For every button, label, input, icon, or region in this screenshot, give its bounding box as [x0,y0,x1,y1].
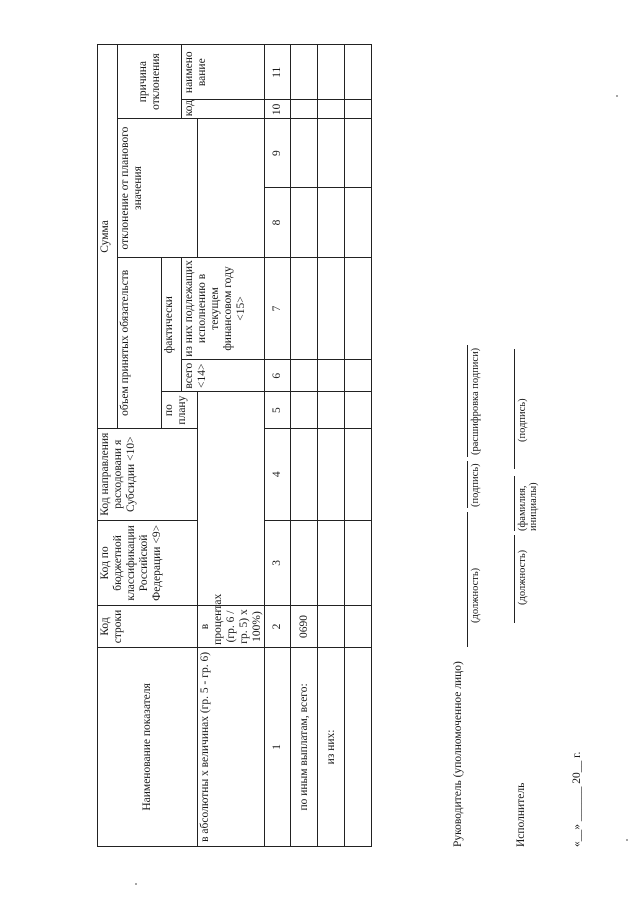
head-position-line [467,512,468,647]
cell [291,188,318,258]
executor-name-caption: (фамилия, инициалы) [517,482,540,531]
column-number-10: 10 [265,100,291,119]
cell [345,360,372,392]
executor-signature-caption: (подпись) [517,398,528,442]
table-row [291,45,318,847]
header-actual: фактически [162,257,182,392]
cell [345,257,372,359]
cell [318,257,345,359]
scan-speck [616,95,618,97]
row-name: по иным выплатам, всего: [291,647,318,846]
header-actual-current-year: из них подлежащих исполнению в текущем финансовом году <15> [182,257,265,359]
header-row-code: Код строки [98,606,198,648]
cell [345,100,372,119]
cell [291,100,318,119]
cell [291,257,318,359]
column-number-9: 9 [265,119,291,188]
header-direction-code: Код направления расходовани я Субсидии <10> [98,428,198,520]
header-by-plan: по плану [162,392,198,428]
header-indicator-name: Наименование показателя [98,647,198,846]
cell [318,119,345,188]
cell [318,428,345,520]
cell [345,647,372,846]
row-code [318,606,345,648]
cell [291,520,318,606]
cell [318,520,345,606]
row-name: из них: [318,647,345,846]
head-signature-line [467,461,468,508]
column-number-7: 7 [265,257,291,359]
header-reason-name: наимено вание [182,45,265,100]
head-label: Руководитель (уполномоченное лицо) [452,661,464,847]
scan-speck [626,839,628,841]
cell [318,45,345,100]
column-number-11: 11 [265,45,291,100]
cell [291,360,318,392]
header-deviation-pct: в процентах (гр. 6 / гр. 5) x 100%) [198,606,265,648]
header-actual-total: всего <14> [182,360,265,392]
header-reason-code: код [182,100,265,119]
cell [345,45,372,100]
cell [291,392,318,428]
header-obligations: объем принятых обязательств [118,257,162,428]
header-reason: причина отклонения [118,45,182,119]
header-budget-code: Код по бюджетной классификации Российской Федерации <9> [98,520,198,606]
cell [345,392,372,428]
date-line: «__» ______ 20__ г. [571,751,583,847]
cell [318,392,345,428]
executor-position-line [514,535,515,623]
column-number-6: 6 [265,360,291,392]
table-row [318,45,345,847]
header-deviation: отклонение от планового значения [118,119,198,258]
row-code: 0690 [291,606,318,648]
cell [345,188,372,258]
column-number-3: 3 [265,520,291,606]
table-row [345,45,372,847]
cell [345,428,372,520]
cell [345,520,372,606]
column-number-8: 8 [265,188,291,258]
column-number-5: 5 [265,392,291,428]
scan-speck [135,883,137,885]
report-table [97,44,372,847]
executor-name-line [514,476,515,531]
head-decoding-caption: (расшифровка подписи) [470,347,481,455]
cell [345,119,372,188]
executor-position-caption: (должность) [517,549,528,605]
head-decoding-line [467,345,468,457]
cell [345,606,372,648]
column-number-4: 4 [265,428,291,520]
cell [291,428,318,520]
cell [291,45,318,100]
column-number-2: 2 [265,606,291,648]
column-number-1: 1 [265,647,291,846]
header-sum: Сумма [98,45,118,429]
cell [318,100,345,119]
head-position-caption: (должность) [470,567,481,623]
cell [318,360,345,392]
cell [291,119,318,188]
executor-signature-line [514,349,515,469]
executor-label: Исполнитель [515,782,527,847]
head-signature-caption: (подпись) [470,463,481,507]
header-deviation-abs: в абсолютны х величинах (гр. 5 - гр. 6) [198,647,265,846]
cell [318,188,345,258]
